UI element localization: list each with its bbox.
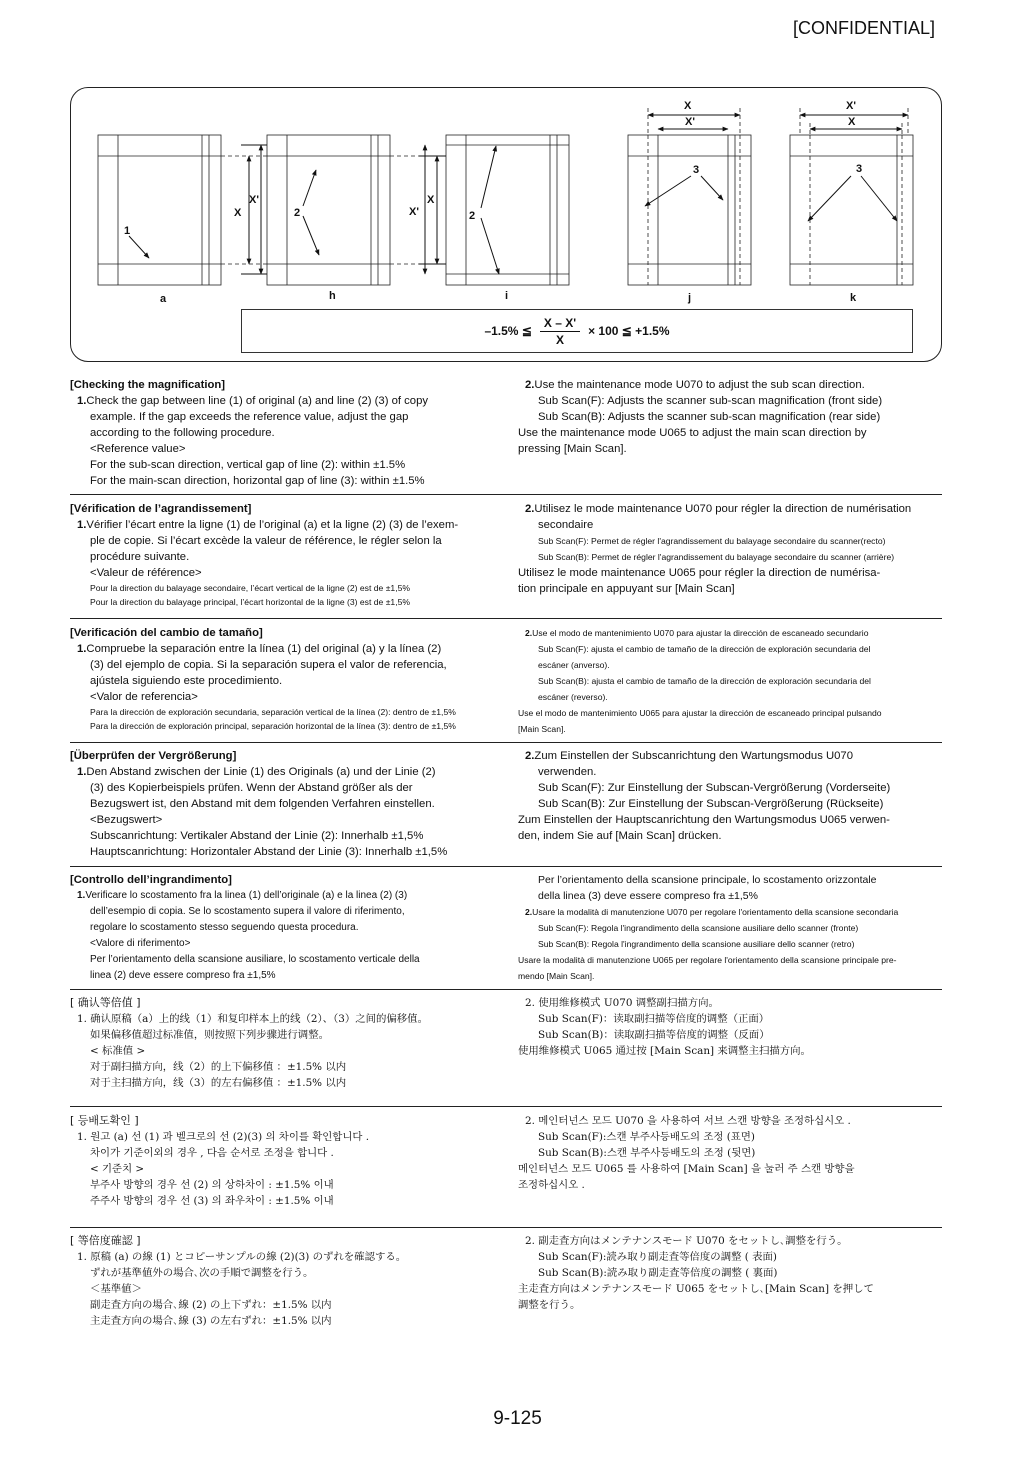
- text-line: 조정하십시오 .: [518, 1179, 585, 1191]
- panel-letter-i: i: [505, 290, 509, 302]
- callout-3-k: 3: [856, 163, 863, 175]
- label-x-j-top: X: [684, 100, 692, 112]
- text-line: ple de copie. Si l’écart excède la valeur de référence, le régler selon la: [90, 535, 442, 547]
- text-line: 차이가 기준이외의 경우 , 다음 순서로 조정을 합니다 .: [90, 1147, 334, 1159]
- text-line: 主走査方向の場合､線 (3) の左右ずれ：±1.5% 以内: [90, 1315, 332, 1327]
- page-number: 9-125: [493, 1408, 542, 1429]
- text-line: Usare la modalità di manutenzione U065 per regolare l'orientamento della scansione principale pre-: [518, 955, 897, 965]
- text-line: Per l’orientamento della scansione principale, lo scostamento orizzontale: [538, 874, 877, 886]
- section-title: [ 등배도확인 ]: [70, 1114, 139, 1127]
- formula-fraction: [540, 316, 580, 347]
- panel-j-sheet: [628, 135, 751, 285]
- text-line: Use el modo de mantenimiento U065 para ajustar la dirección de escaneado principal pulsando: [518, 708, 882, 718]
- section-divider: [70, 618, 942, 619]
- section-title: [ 等倍度確認 ]: [70, 1234, 141, 1247]
- text-line: (3) del ejemplo de copia. Si la separación supera el valor de referencia,: [90, 659, 447, 671]
- text-line: <Valor de referencia>: [90, 691, 198, 703]
- label-xp-j: X': [685, 116, 695, 128]
- text-line: 对于副扫描方向，线（2）的上下偏移值 ：±1.5% 以内: [90, 1061, 347, 1073]
- text-line: Zum Einstellen der Hauptscanrichtung den Wartungsmodus U065 verwen-: [518, 814, 890, 826]
- text-line: Sub Scan(F): Regola l'ingrandimento della scansione ausiliare dello scanner (fronte): [538, 923, 859, 933]
- section-title: [Verificación del cambio de tamaño]: [70, 627, 263, 639]
- section-title: [Checking the magnification]: [70, 379, 226, 391]
- section-title: [Vérification de l’agrandissement]: [70, 503, 252, 515]
- section-title: [Überprüfen der Vergrößerung]: [70, 750, 237, 762]
- formula-denominator: X: [555, 332, 564, 347]
- text-line: 2. 使用维修模式 U070 调整副扫描方向。: [525, 997, 719, 1009]
- panel-letter-a: a: [160, 293, 167, 305]
- text-line: < 기준치 >: [90, 1163, 145, 1175]
- text-line: escáner (anverso).: [538, 660, 610, 670]
- text-line: 2. 메인터넌스 모드 U070 을 사용하여 서브 스캔 방향을 조정하십시오 .: [525, 1115, 851, 1127]
- label-x-h: X: [234, 207, 242, 219]
- text-line: 메인터넌스 모드 U065 를 사용하여 [Main Scan] 을 눌러 주 스캔 방향을: [518, 1163, 855, 1175]
- text-line: <Bezugswert>: [90, 814, 163, 826]
- text-line: Sub Scan(F): Zur Einstellung der Subscan-Vergrößerung (Vorderseite): [538, 782, 891, 794]
- section-title: [ 确认等倍值 ]: [70, 996, 141, 1009]
- text-line: mendo [Main Scan].: [518, 971, 595, 981]
- panel-a-sheet: [98, 135, 221, 285]
- text-line: Para la dirección de exploración secundaria, separación vertical de la línea (2): dentro de ±1,5%: [90, 707, 456, 717]
- text-line: 2.Utilisez le mode maintenance U070 pour régler la direction de numérisation: [525, 503, 912, 515]
- formula-numerator: X – X': [540, 316, 580, 332]
- text-line: 副走査方向の場合､線 (2) の上下ずれ：±1.5% 以内: [90, 1299, 332, 1311]
- text-line: 調整を行う。: [518, 1299, 581, 1311]
- text-line: <Valeur de référence>: [90, 567, 202, 579]
- text-line: <Reference value>: [90, 443, 186, 455]
- text-line: ＜基準値＞: [90, 1283, 142, 1295]
- text-line: Sub Scan(F):스캔 부주사등배도의 조정 (표면): [538, 1131, 755, 1143]
- section-divider: [70, 1227, 942, 1228]
- text-line: according to the following procedure.: [90, 427, 275, 439]
- text-line: 1. 원고 (a) 선 (1) 과 벨크로의 선 (2)(3) 의 차이를 확인합니다 .: [77, 1131, 369, 1143]
- callout-2-h: 2: [294, 207, 301, 219]
- text-line: <Valore di riferimento>: [90, 938, 191, 949]
- text-line: 使用维修模式 U065 通过按 [Main Scan] 来调整主扫描方向。: [518, 1045, 811, 1057]
- text-line: Sub Scan(B): Zur Einstellung der Subscan-Vergrößerung (Rückseite): [538, 798, 884, 810]
- text-line: Sub Scan(B): Adjusts the scanner sub-scan magnification (rear side): [538, 411, 881, 423]
- text-line: [Main Scan].: [518, 724, 566, 734]
- confidential-label: [CONFIDENTIAL]: [792, 18, 935, 38]
- text-line: Sub Scan(B):스캔 부주사등배도의 조정 (뒷면): [538, 1147, 756, 1159]
- text-line: 주주사 방향의 경우 선 (3) 의 좌우차이 : ±1.5% 이내: [90, 1195, 334, 1207]
- label-xp-h: X': [249, 194, 259, 206]
- label-x-k: X: [848, 116, 856, 128]
- text-line: 1.Vérifier l’écart entre la ligne (1) de l’original (a) et la ligne (2) (3) de l’exem-: [77, 519, 459, 531]
- text-line: 对于主扫描方向，线（3）的左右偏移值 ：±1.5% 以内: [90, 1077, 347, 1089]
- text-line: < 标准值 >: [90, 1045, 146, 1057]
- text-line: 如果偏移值超过标准值，则按照下列步骤进行调整。: [90, 1029, 329, 1041]
- text-line: 2.Use el modo de mantenimiento U070 para ajustar la dirección de escaneado secundario: [525, 628, 869, 638]
- section-divider: [70, 494, 942, 495]
- callout-1: 1: [124, 225, 131, 237]
- text-line: example. If the gap exceeds the reference value, adjust the gap: [90, 411, 409, 423]
- text-line: Sub Scan(B)：读取副扫描等倍度的调整（反面）: [538, 1029, 770, 1041]
- section-divider: [70, 866, 942, 867]
- callout-3-j: 3: [693, 164, 700, 176]
- section-title: [Controllo dell’ingrandimento]: [70, 874, 232, 886]
- panel-letter-h: h: [329, 290, 336, 302]
- text-line: escáner (reverso).: [538, 692, 608, 702]
- text-line: ajústela siguiendo este procedimiento.: [90, 675, 283, 687]
- text-line: secondaire: [538, 519, 594, 531]
- text-line: Pour la direction du balayage secondaire, l’écart vertical de la ligne (2) est de ±1,5%: [90, 583, 410, 593]
- text-line: Sub Scan(F):読み取り副走査等倍度の調整 ( 表面): [538, 1251, 777, 1263]
- text-line: verwenden.: [538, 766, 597, 778]
- text-line: 1. 原稿 (a) の線 (1) とコピーサンプルの線 (2)(3) のずれを確認する。: [77, 1251, 407, 1263]
- text-line: Pour la direction du balayage principal, l’écart horizontal de la ligne (3) est de ±1,5%: [90, 597, 411, 607]
- text-line: 1.Verificare lo scostamento fra la linea (1) dell’originale (a) e la linea (2) (3): [77, 890, 408, 901]
- text-line: Sub Scan(F): ajusta el cambio de tamaño de la dirección de exploración secundaria del: [538, 644, 871, 654]
- text-line: (3) des Kopierbeispiels prüfen. Wenn der Abstand größer als der: [90, 782, 413, 794]
- text-line: Per l’orientamento della scansione ausiliare, lo scostamento verticale della: [90, 954, 420, 965]
- panel-letter-j: j: [688, 292, 692, 304]
- section-divider: [70, 989, 942, 990]
- text-line: 1.Den Abstand zwischen der Linie (1) des Originals (a) und der Linie (2): [77, 766, 436, 778]
- text-line: Subscanrichtung: Vertikaler Abstand der Linie (2): Innerhalb ±1,5%: [90, 830, 424, 842]
- text-line: 2. 副走査方向はメンテナンスモード U070 をセットし､調整を行う。: [525, 1235, 848, 1247]
- text-line: 主走査方向はメンテナンスモード U065 をセットし､[Main Scan] を押して: [518, 1283, 874, 1295]
- text-line: den, indem Sie auf [Main Scan] drücken.: [518, 830, 722, 842]
- text-line: Bezugswert ist, den Abstand mit dem folgenden Verfahren einstellen.: [90, 798, 435, 810]
- text-line: pressing [Main Scan].: [518, 443, 627, 455]
- text-line: 1. 确认原稿（a）上的线（1）和复印样本上的线（2）、（3）之间的偏移值。: [77, 1013, 428, 1025]
- text-line: Sub Scan(B): ajusta el cambio de tamaño de la dirección de exploración secundaria del: [538, 676, 871, 686]
- text-line: Utilisez le mode maintenance U065 pour régler la direction de numérisa-: [518, 567, 881, 579]
- text-line: 1.Check the gap between line (1) of original (a) and line (2) (3) of copy: [77, 395, 429, 407]
- label-xp-i: X': [409, 206, 419, 218]
- text-line: Hauptscanrichtung: Horizontaler Abstand der Linie (3): Innerhalb ±1,5%: [90, 846, 448, 858]
- panel-k-sheet: [790, 135, 913, 285]
- text-line: linea (2) deve essere compreso fra ±1,5%: [90, 970, 276, 981]
- text-line: Sub Scan(B):読み取り副走査等倍度の調整 ( 裏面): [538, 1267, 778, 1279]
- section-divider: [70, 742, 942, 743]
- text-line: Sub Scan(F): Adjusts the scanner sub-scan magnification (front side): [538, 395, 883, 407]
- label-x-i: X: [427, 194, 435, 206]
- text-line: 부주사 방향의 경우 선 (2) 의 상하차이 : ±1.5% 이내: [90, 1179, 334, 1191]
- text-line: 1.Compruebe la separación entre la línea (1) del original (a) y la línea (2): [77, 643, 442, 655]
- text-line: 2.Usare la modalità di manutenzione U070 per regolare l'orientamento della scansione secondaria: [525, 907, 899, 917]
- text-line: Sub Scan(F)：读取副扫描等倍度的调整（正面）: [538, 1013, 770, 1025]
- text-line: Sub Scan(F): Permet de régler l'agrandissement du balayage secondaire du scanner(recto): [538, 536, 886, 546]
- text-line: 2.Zum Einstellen der Subscanrichtung den Wartungsmodus U070: [525, 750, 853, 762]
- section-divider: [70, 1106, 942, 1107]
- formula-left: –1.5% ≦: [484, 324, 532, 338]
- callout-2-i: 2: [469, 210, 476, 222]
- formula-right: × 100 ≦ +1.5%: [588, 324, 670, 338]
- text-line: dell’esempio di copia. Se lo scostamento supera il valore di riferimento,: [90, 906, 405, 917]
- text-line: For the sub-scan direction, vertical gap of line (2): within ±1.5%: [90, 459, 406, 471]
- magnification-diagram: [70, 87, 942, 362]
- text-line: Sub Scan(B): Permet de régler l'agrandissement du balayage secondaire du scanner (arrière): [538, 552, 895, 562]
- panel-letter-k: k: [850, 292, 857, 304]
- text-line: For the main-scan direction, horizontal gap of line (3): within ±1.5%: [90, 475, 425, 487]
- text-line: regolare lo scostamento stesso seguendo questa procedura.: [90, 922, 359, 933]
- text-line: procédure suivante.: [90, 551, 190, 563]
- text-line: Para la dirección de exploración principal, separación horizontal de la línea (3): dentro de ±1,5%: [90, 721, 456, 731]
- text-line: tion principale en appuyant sur [Main Scan]: [518, 583, 735, 595]
- tolerance-formula: [241, 309, 913, 353]
- text-line: ずれが基準値外の場合､次の手順で調整を行う。: [90, 1267, 314, 1279]
- text-line: Sub Scan(B): Regola l'ingrandimento della scansione ausiliare dello scanner (retro): [538, 939, 855, 949]
- text-line: Use the maintenance mode U065 to adjust the main scan direction by: [518, 427, 867, 439]
- label-xp-k-top: X': [846, 100, 856, 112]
- text-line: della linea (3) deve essere compreso fra ±1,5%: [538, 890, 758, 902]
- panel-h-sheet: [267, 135, 390, 285]
- panel-i-sheet: [446, 135, 569, 285]
- text-line: 2.Use the maintenance mode U070 to adjust the sub scan direction.: [525, 379, 865, 391]
